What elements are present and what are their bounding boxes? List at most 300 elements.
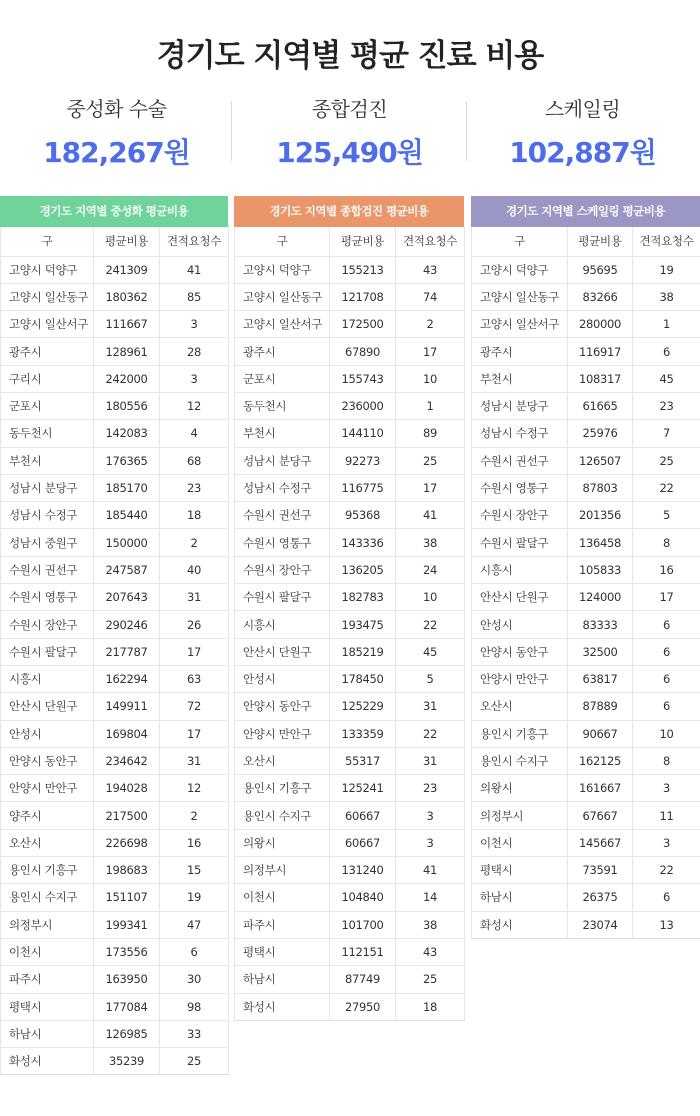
gu-cell: 고양시 일산서구 bbox=[1, 311, 94, 338]
request-count-cell: 3 bbox=[633, 775, 700, 802]
table-row bbox=[472, 829, 700, 856]
table-row bbox=[1, 611, 229, 638]
gu-cell: 안양시 동안구 bbox=[235, 693, 330, 720]
table-row bbox=[1, 857, 229, 884]
request-count-cell: 6 bbox=[633, 638, 700, 665]
avg-cost-cell: 95695 bbox=[568, 256, 633, 283]
table-row bbox=[1, 693, 229, 720]
table-row bbox=[1, 993, 229, 1020]
gu-cell: 수원시 장안구 bbox=[472, 502, 568, 529]
avg-cost-cell: 150000 bbox=[94, 529, 160, 556]
request-count-cell: 33 bbox=[160, 1020, 229, 1047]
table-row bbox=[472, 693, 700, 720]
avg-cost-cell: 201356 bbox=[568, 502, 633, 529]
table-row bbox=[472, 665, 700, 692]
summary-label: 스케일링 bbox=[544, 97, 621, 121]
gu-cell: 성남시 수정구 bbox=[235, 474, 330, 501]
avg-cost-cell: 172500 bbox=[330, 311, 396, 338]
gu-cell: 의정부시 bbox=[235, 857, 330, 884]
request-count-cell: 10 bbox=[396, 584, 465, 611]
gu-cell: 용인시 기흥구 bbox=[472, 720, 568, 747]
table-row bbox=[1, 556, 229, 583]
request-count-cell: 10 bbox=[633, 720, 700, 747]
avg-cost-cell: 67667 bbox=[568, 802, 633, 829]
avg-cost-cell: 162294 bbox=[94, 665, 160, 692]
summary-label: 중성화 수술 bbox=[66, 97, 167, 121]
request-count-cell: 6 bbox=[633, 884, 700, 911]
request-count-cell: 41 bbox=[396, 502, 465, 529]
table-row bbox=[235, 474, 465, 501]
request-count-cell: 3 bbox=[160, 365, 229, 392]
request-count-cell: 5 bbox=[396, 665, 465, 692]
request-count-cell: 1 bbox=[396, 392, 465, 419]
gu-cell: 성남시 분당구 bbox=[1, 474, 94, 501]
gu-cell: 이천시 bbox=[235, 884, 330, 911]
gu-cell: 고양시 일산동구 bbox=[472, 283, 568, 310]
request-count-cell: 47 bbox=[160, 911, 229, 938]
table-row bbox=[472, 529, 700, 556]
avg-cost-cell: 90667 bbox=[568, 720, 633, 747]
request-count-cell: 45 bbox=[396, 638, 465, 665]
request-count-cell: 16 bbox=[160, 829, 229, 856]
avg-cost-cell: 73591 bbox=[568, 857, 633, 884]
table-row bbox=[1, 966, 229, 993]
gu-cell: 수원시 권선구 bbox=[472, 447, 568, 474]
summary-section bbox=[0, 95, 700, 170]
gu-cell: 수원시 장안구 bbox=[1, 611, 94, 638]
table-header-row bbox=[472, 227, 700, 256]
avg-cost-cell: 128961 bbox=[94, 338, 160, 365]
request-count-cell: 6 bbox=[633, 665, 700, 692]
request-count-cell: 38 bbox=[396, 911, 465, 938]
gu-cell: 안양시 동안구 bbox=[472, 638, 568, 665]
table-row bbox=[472, 747, 700, 774]
request-count-cell: 89 bbox=[396, 420, 465, 447]
request-count-cell: 17 bbox=[160, 638, 229, 665]
request-count-cell: 25 bbox=[633, 447, 700, 474]
request-count-cell: 43 bbox=[396, 938, 465, 965]
request-count-cell: 10 bbox=[396, 365, 465, 392]
column-header-gu: 구 bbox=[472, 227, 568, 256]
table-row bbox=[235, 420, 465, 447]
request-count-cell: 7 bbox=[633, 420, 700, 447]
table-row bbox=[472, 392, 700, 419]
summary-label: 종합검진 bbox=[311, 97, 388, 121]
table-header-row bbox=[1, 227, 229, 256]
request-count-cell: 23 bbox=[160, 474, 229, 501]
gu-cell: 화성시 bbox=[235, 993, 330, 1020]
gu-cell: 수원시 영통구 bbox=[472, 474, 568, 501]
request-count-cell: 41 bbox=[160, 256, 229, 283]
table-row bbox=[472, 338, 700, 365]
table-row bbox=[472, 911, 700, 938]
gu-cell: 고양시 일산동구 bbox=[1, 283, 94, 310]
checkup-table-section bbox=[234, 196, 464, 1021]
request-count-cell: 6 bbox=[633, 338, 700, 365]
avg-cost-cell: 101700 bbox=[330, 911, 396, 938]
request-count-cell: 11 bbox=[633, 802, 700, 829]
table-row bbox=[1, 775, 229, 802]
request-count-cell: 15 bbox=[160, 857, 229, 884]
table-row bbox=[235, 638, 465, 665]
request-count-cell: 22 bbox=[633, 474, 700, 501]
avg-cost-cell: 23074 bbox=[568, 911, 633, 938]
gu-cell: 수원시 권선구 bbox=[1, 556, 94, 583]
request-count-cell: 3 bbox=[633, 829, 700, 856]
table-row bbox=[235, 283, 465, 310]
table-row bbox=[235, 665, 465, 692]
gu-cell: 화성시 bbox=[1, 1048, 94, 1075]
table-row bbox=[1, 720, 229, 747]
avg-cost-cell: 176365 bbox=[94, 447, 160, 474]
table-row bbox=[1, 420, 229, 447]
avg-cost-cell: 143336 bbox=[330, 529, 396, 556]
request-count-cell: 6 bbox=[633, 693, 700, 720]
gu-cell: 안양시 만안구 bbox=[235, 720, 330, 747]
avg-cost-cell: 92273 bbox=[330, 447, 396, 474]
gu-cell: 고양시 덕양구 bbox=[472, 256, 568, 283]
avg-cost-cell: 116775 bbox=[330, 474, 396, 501]
request-count-cell: 5 bbox=[633, 502, 700, 529]
checkup-table-header: 경기도 지역별 종합검진 평균비용 bbox=[234, 196, 464, 227]
request-count-cell: 3 bbox=[396, 802, 465, 829]
neuter-table-section bbox=[0, 196, 228, 1075]
table-row bbox=[1, 365, 229, 392]
table-row bbox=[235, 720, 465, 747]
table-row bbox=[472, 802, 700, 829]
avg-cost-cell: 226698 bbox=[94, 829, 160, 856]
request-count-cell: 22 bbox=[396, 720, 465, 747]
gu-cell: 안산시 단원구 bbox=[1, 693, 94, 720]
request-count-cell: 2 bbox=[160, 529, 229, 556]
avg-cost-cell: 194028 bbox=[94, 775, 160, 802]
table-row bbox=[472, 775, 700, 802]
gu-cell: 평택시 bbox=[472, 857, 568, 884]
avg-cost-cell: 111667 bbox=[94, 311, 160, 338]
gu-cell: 동두천시 bbox=[1, 420, 94, 447]
gu-cell: 수원시 영통구 bbox=[1, 584, 94, 611]
request-count-cell: 3 bbox=[160, 311, 229, 338]
scaling-table-header: 경기도 지역별 스케일링 평균비용 bbox=[471, 196, 700, 227]
avg-cost-cell: 61665 bbox=[568, 392, 633, 419]
request-count-cell: 23 bbox=[633, 392, 700, 419]
request-count-cell: 6 bbox=[160, 938, 229, 965]
avg-cost-cell: 60667 bbox=[330, 829, 396, 856]
table-header-row bbox=[235, 227, 465, 256]
request-count-cell: 31 bbox=[160, 747, 229, 774]
request-count-cell: 6 bbox=[633, 611, 700, 638]
gu-cell: 하남시 bbox=[472, 884, 568, 911]
request-count-cell: 40 bbox=[160, 556, 229, 583]
gu-cell: 성남시 중원구 bbox=[1, 529, 94, 556]
gu-cell: 고양시 일산동구 bbox=[235, 283, 330, 310]
avg-cost-cell: 207643 bbox=[94, 584, 160, 611]
summary-scaling bbox=[466, 95, 699, 171]
avg-cost-cell: 169804 bbox=[94, 720, 160, 747]
request-count-cell: 38 bbox=[396, 529, 465, 556]
table-row bbox=[1, 584, 229, 611]
gu-cell: 수원시 장안구 bbox=[235, 556, 330, 583]
request-count-cell: 68 bbox=[160, 447, 229, 474]
table-row bbox=[235, 829, 465, 856]
column-header-gu: 구 bbox=[235, 227, 330, 256]
avg-cost-cell: 198683 bbox=[94, 857, 160, 884]
column-header-requests: 견적요청수 bbox=[633, 227, 700, 256]
summary-value: 125,490원 bbox=[276, 136, 423, 169]
gu-cell: 부천시 bbox=[1, 447, 94, 474]
gu-cell: 파주시 bbox=[1, 966, 94, 993]
avg-cost-cell: 180362 bbox=[94, 283, 160, 310]
page-title: 경기도 지역별 평균 진료 비용 bbox=[156, 38, 544, 74]
table-row bbox=[235, 611, 465, 638]
request-count-cell: 30 bbox=[160, 966, 229, 993]
gu-cell: 하남시 bbox=[235, 966, 330, 993]
table-row bbox=[235, 256, 465, 283]
gu-cell: 용인시 기흥구 bbox=[235, 775, 330, 802]
request-count-cell: 41 bbox=[396, 857, 465, 884]
avg-cost-cell: 193475 bbox=[330, 611, 396, 638]
column-header-avg-cost: 평균비용 bbox=[94, 227, 160, 256]
neuter-table bbox=[0, 227, 229, 1075]
request-count-cell: 13 bbox=[633, 911, 700, 938]
avg-cost-cell: 155743 bbox=[330, 365, 396, 392]
request-count-cell: 25 bbox=[396, 966, 465, 993]
avg-cost-cell: 108317 bbox=[568, 365, 633, 392]
column-header-requests: 견적요청수 bbox=[396, 227, 465, 256]
gu-cell: 성남시 분당구 bbox=[235, 447, 330, 474]
gu-cell: 평택시 bbox=[1, 993, 94, 1020]
avg-cost-cell: 180556 bbox=[94, 392, 160, 419]
gu-cell: 안산시 단원구 bbox=[472, 584, 568, 611]
gu-cell: 동두천시 bbox=[235, 392, 330, 419]
gu-cell: 수원시 영통구 bbox=[235, 529, 330, 556]
gu-cell: 의정부시 bbox=[1, 911, 94, 938]
avg-cost-cell: 125241 bbox=[330, 775, 396, 802]
table-row bbox=[235, 802, 465, 829]
request-count-cell: 1 bbox=[633, 311, 700, 338]
avg-cost-cell: 149911 bbox=[94, 693, 160, 720]
request-count-cell: 17 bbox=[633, 584, 700, 611]
table-row bbox=[235, 747, 465, 774]
gu-cell: 안성시 bbox=[235, 665, 330, 692]
request-count-cell: 43 bbox=[396, 256, 465, 283]
gu-cell: 이천시 bbox=[472, 829, 568, 856]
gu-cell: 수원시 팔달구 bbox=[472, 529, 568, 556]
gu-cell: 파주시 bbox=[235, 911, 330, 938]
table-row bbox=[472, 720, 700, 747]
request-count-cell: 19 bbox=[160, 884, 229, 911]
request-count-cell: 31 bbox=[396, 747, 465, 774]
gu-cell: 이천시 bbox=[1, 938, 94, 965]
request-count-cell: 14 bbox=[396, 884, 465, 911]
request-count-cell: 3 bbox=[396, 829, 465, 856]
table-row bbox=[1, 283, 229, 310]
request-count-cell: 28 bbox=[160, 338, 229, 365]
scaling-table bbox=[471, 227, 700, 939]
request-count-cell: 2 bbox=[160, 802, 229, 829]
avg-cost-cell: 26375 bbox=[568, 884, 633, 911]
gu-cell: 부천시 bbox=[235, 420, 330, 447]
table-row bbox=[1, 392, 229, 419]
table-row bbox=[472, 447, 700, 474]
avg-cost-cell: 55317 bbox=[330, 747, 396, 774]
request-count-cell: 74 bbox=[396, 283, 465, 310]
avg-cost-cell: 87749 bbox=[330, 966, 396, 993]
table-row bbox=[1, 256, 229, 283]
request-count-cell: 8 bbox=[633, 529, 700, 556]
gu-cell: 용인시 기흥구 bbox=[1, 857, 94, 884]
column-header-requests: 견적요청수 bbox=[160, 227, 229, 256]
table-row bbox=[1, 311, 229, 338]
gu-cell: 오산시 bbox=[472, 693, 568, 720]
avg-cost-cell: 116917 bbox=[568, 338, 633, 365]
gu-cell: 의왕시 bbox=[235, 829, 330, 856]
avg-cost-cell: 155213 bbox=[330, 256, 396, 283]
table-row bbox=[235, 338, 465, 365]
summary-value: 102,887원 bbox=[509, 136, 656, 169]
gu-cell: 고양시 일산서구 bbox=[235, 311, 330, 338]
gu-cell: 안양시 만안구 bbox=[1, 775, 94, 802]
table-row bbox=[472, 365, 700, 392]
table-row bbox=[1, 474, 229, 501]
request-count-cell: 25 bbox=[160, 1048, 229, 1075]
avg-cost-cell: 151107 bbox=[94, 884, 160, 911]
avg-cost-cell: 87803 bbox=[568, 474, 633, 501]
request-count-cell: 22 bbox=[633, 857, 700, 884]
request-count-cell: 26 bbox=[160, 611, 229, 638]
table-row bbox=[235, 584, 465, 611]
avg-cost-cell: 142083 bbox=[94, 420, 160, 447]
gu-cell: 광주시 bbox=[1, 338, 94, 365]
summary-checkup bbox=[233, 95, 466, 171]
table-row bbox=[235, 502, 465, 529]
summary-value: 182,267원 bbox=[43, 136, 190, 169]
gu-cell: 안산시 단원구 bbox=[235, 638, 330, 665]
gu-cell: 군포시 bbox=[235, 365, 330, 392]
request-count-cell: 17 bbox=[396, 474, 465, 501]
request-count-cell: 2 bbox=[396, 311, 465, 338]
gu-cell: 용인시 수지구 bbox=[235, 802, 330, 829]
table-row bbox=[1, 338, 229, 365]
gu-cell: 성남시 수정구 bbox=[472, 420, 568, 447]
request-count-cell: 12 bbox=[160, 775, 229, 802]
request-count-cell: 22 bbox=[396, 611, 465, 638]
avg-cost-cell: 112151 bbox=[330, 938, 396, 965]
gu-cell: 광주시 bbox=[472, 338, 568, 365]
table-row bbox=[1, 1020, 229, 1047]
table-row bbox=[1, 1048, 229, 1075]
table-row bbox=[235, 884, 465, 911]
table-row bbox=[235, 365, 465, 392]
gu-cell: 부천시 bbox=[472, 365, 568, 392]
avg-cost-cell: 136205 bbox=[330, 556, 396, 583]
gu-cell: 시흥시 bbox=[235, 611, 330, 638]
gu-cell: 의정부시 bbox=[472, 802, 568, 829]
avg-cost-cell: 63817 bbox=[568, 665, 633, 692]
avg-cost-cell: 280000 bbox=[568, 311, 633, 338]
avg-cost-cell: 126985 bbox=[94, 1020, 160, 1047]
avg-cost-cell: 25976 bbox=[568, 420, 633, 447]
gu-cell: 성남시 분당구 bbox=[472, 392, 568, 419]
gu-cell: 구리시 bbox=[1, 365, 94, 392]
avg-cost-cell: 182783 bbox=[330, 584, 396, 611]
avg-cost-cell: 95368 bbox=[330, 502, 396, 529]
avg-cost-cell: 185170 bbox=[94, 474, 160, 501]
gu-cell: 안양시 동안구 bbox=[1, 747, 94, 774]
table-row bbox=[472, 256, 700, 283]
avg-cost-cell: 105833 bbox=[568, 556, 633, 583]
neuter-table-header: 경기도 지역별 중성화 평균비용 bbox=[0, 196, 228, 227]
avg-cost-cell: 178450 bbox=[330, 665, 396, 692]
avg-cost-cell: 83333 bbox=[568, 611, 633, 638]
gu-cell: 고양시 일산서구 bbox=[472, 311, 568, 338]
avg-cost-cell: 67890 bbox=[330, 338, 396, 365]
table-row bbox=[1, 829, 229, 856]
table-row bbox=[1, 747, 229, 774]
table-row bbox=[1, 447, 229, 474]
avg-cost-cell: 121708 bbox=[330, 283, 396, 310]
gu-cell: 군포시 bbox=[1, 392, 94, 419]
table-row bbox=[235, 938, 465, 965]
table-row bbox=[1, 665, 229, 692]
request-count-cell: 98 bbox=[160, 993, 229, 1020]
avg-cost-cell: 87889 bbox=[568, 693, 633, 720]
avg-cost-cell: 177084 bbox=[94, 993, 160, 1020]
table-row bbox=[235, 775, 465, 802]
gu-cell: 용인시 수지구 bbox=[1, 884, 94, 911]
avg-cost-cell: 241309 bbox=[94, 256, 160, 283]
avg-cost-cell: 290246 bbox=[94, 611, 160, 638]
avg-cost-cell: 173556 bbox=[94, 938, 160, 965]
gu-cell: 안성시 bbox=[1, 720, 94, 747]
gu-cell: 시흥시 bbox=[1, 665, 94, 692]
avg-cost-cell: 162125 bbox=[568, 747, 633, 774]
table-row bbox=[472, 857, 700, 884]
gu-cell: 화성시 bbox=[472, 911, 568, 938]
table-row bbox=[235, 693, 465, 720]
table-row bbox=[235, 857, 465, 884]
request-count-cell: 45 bbox=[633, 365, 700, 392]
request-count-cell: 38 bbox=[633, 283, 700, 310]
table-row bbox=[1, 938, 229, 965]
table-row bbox=[472, 584, 700, 611]
table-row bbox=[1, 802, 229, 829]
request-count-cell: 63 bbox=[160, 665, 229, 692]
gu-cell: 안성시 bbox=[472, 611, 568, 638]
avg-cost-cell: 199341 bbox=[94, 911, 160, 938]
request-count-cell: 23 bbox=[396, 775, 465, 802]
table-row bbox=[235, 311, 465, 338]
table-row bbox=[472, 638, 700, 665]
avg-cost-cell: 236000 bbox=[330, 392, 396, 419]
table-row bbox=[235, 447, 465, 474]
request-count-cell: 25 bbox=[396, 447, 465, 474]
table-row bbox=[1, 638, 229, 665]
gu-cell: 수원시 팔달구 bbox=[235, 584, 330, 611]
table-row bbox=[1, 502, 229, 529]
table-row bbox=[472, 474, 700, 501]
table-row bbox=[472, 611, 700, 638]
request-count-cell: 24 bbox=[396, 556, 465, 583]
table-row bbox=[472, 556, 700, 583]
avg-cost-cell: 185219 bbox=[330, 638, 396, 665]
avg-cost-cell: 136458 bbox=[568, 529, 633, 556]
gu-cell: 오산시 bbox=[1, 829, 94, 856]
summary-divider bbox=[231, 101, 232, 161]
gu-cell: 오산시 bbox=[235, 747, 330, 774]
request-count-cell: 16 bbox=[633, 556, 700, 583]
avg-cost-cell: 27950 bbox=[330, 993, 396, 1020]
